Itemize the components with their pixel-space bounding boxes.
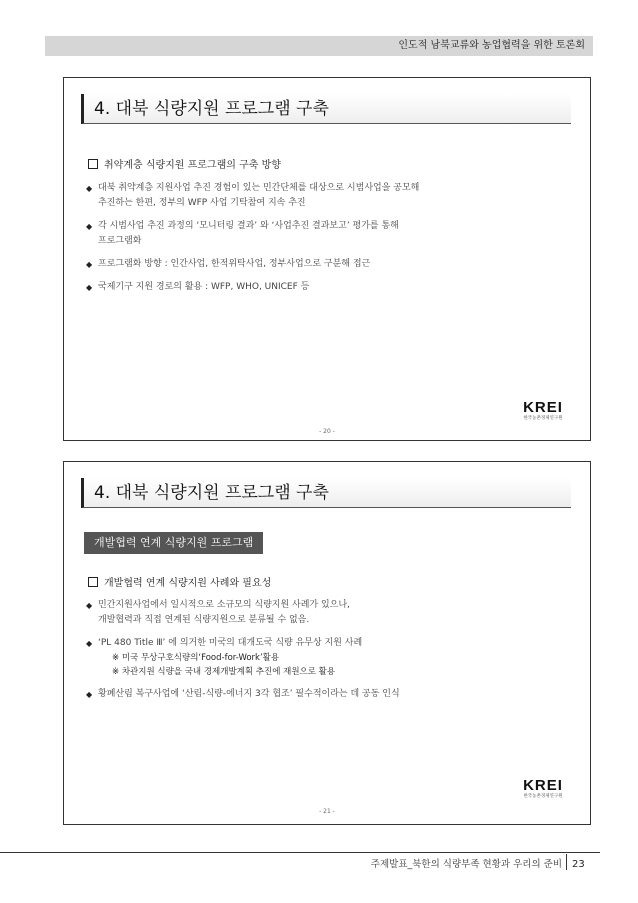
diamond-bullet-icon: ◆: [86, 639, 93, 648]
slide-21: [63, 461, 591, 825]
list-item: [86, 219, 556, 249]
note-line: ※ 미국 무상구호식량의‘Food-for-Work’활용: [112, 653, 280, 663]
section-heading: [88, 574, 271, 589]
bullet-list: [86, 598, 556, 710]
diamond-bullet-icon: ◆: [86, 184, 93, 193]
diamond-bullet-icon: ◆: [86, 222, 93, 231]
logo-org-name: 한국농촌경제연구원: [523, 416, 563, 421]
document-header-bar: [45, 36, 593, 56]
bullet-text-line: 황폐산림 복구사업에 ‘산림-식량-에너지 3각 협조’ 필수적이라는 데 공동 인식: [98, 689, 400, 699]
subtitle-box: 개발협력 연계 식량지원 프로그램: [84, 532, 263, 554]
slide-title: 4. 대북 식량지원 프로그램 구축: [81, 94, 571, 124]
slide-20: [63, 77, 591, 441]
list-item: [86, 636, 556, 679]
list-item: [86, 687, 556, 702]
checkbox-square-icon: [88, 159, 98, 169]
bullet-text-line: 추진하는 한편, 정부의 WFP 사업 기탁참여 지속 추진: [98, 198, 306, 208]
diamond-bullet-icon: ◆: [86, 283, 93, 292]
diamond-bullet-icon: ◆: [86, 601, 93, 610]
list-item: [86, 181, 556, 211]
diamond-bullet-icon: ◆: [86, 690, 93, 699]
section-heading: [88, 156, 281, 171]
slide-title: 4. 대북 식량지원 프로그램 구축: [81, 478, 571, 508]
footer-divider: [0, 852, 600, 853]
logo-mark: KREI: [523, 399, 563, 416]
checkbox-square-icon: [88, 577, 98, 587]
bullet-text-line: 대북 취약계층 지원사업 추진 경험이 있는 민간단체를 대상으로 시범사업을 공모해: [98, 183, 420, 193]
footer-page-number: 23: [572, 859, 585, 870]
slide-page-number: - 20 -: [319, 428, 335, 435]
bullet-text-line: ‘PL 480 Title Ⅲ’ 에 의거한 미국의 대개도국 식량 유무상 지원 사례: [98, 638, 363, 648]
note-line: ※ 차관지원 식량을 국내 경제개발계획 추진에 재원으로 활용: [112, 667, 336, 677]
bullet-text-line: 국제기구 지원 경로의 활용 : WFP, WHO, UNICEF 등: [98, 282, 310, 292]
list-item: [86, 257, 556, 272]
diamond-bullet-icon: ◆: [86, 260, 93, 269]
krei-logo: [516, 400, 570, 422]
krei-logo: [516, 778, 570, 800]
list-item: [86, 280, 556, 295]
logo-mark: KREI: [523, 777, 563, 794]
bullet-text-line: 프로그램화: [98, 236, 142, 246]
slide-page-number: - 21 -: [319, 808, 335, 815]
document-header-text: 인도적 남북교류와 농업협력을 위한 토론회: [398, 40, 585, 51]
footer-separator: [566, 854, 567, 870]
footer-title: 주제발표_북한의 식량부족 현황과 우리의 준비: [370, 859, 562, 870]
bullet-text-line: 민간지원사업에서 일시적으로 소규모의 식량지원 사례가 있으나,: [98, 600, 350, 610]
logo-org-name: 한국농촌경제연구원: [523, 794, 563, 799]
bullet-text-line: 개발협력과 직접 연계된 식량지원으로 분류될 수 없음.: [98, 615, 310, 625]
bullet-text-line: 프로그램화 방향 : 인간사업, 한적위탁사업, 정부사업으로 구분해 접근: [98, 259, 371, 269]
section-heading-text: 취약계층 식량지원 프로그램의 구축 방향: [104, 160, 281, 171]
bullet-list: [86, 181, 556, 303]
list-item: [86, 598, 556, 628]
section-heading-text: 개발협력 연계 식량지원 사례와 필요성: [104, 578, 272, 589]
bullet-text-line: 각 시범사업 추진 과정의 ‘모니터링 결과’ 와 ‘사업추진 결과보고’ 평가를 통해: [98, 221, 399, 231]
